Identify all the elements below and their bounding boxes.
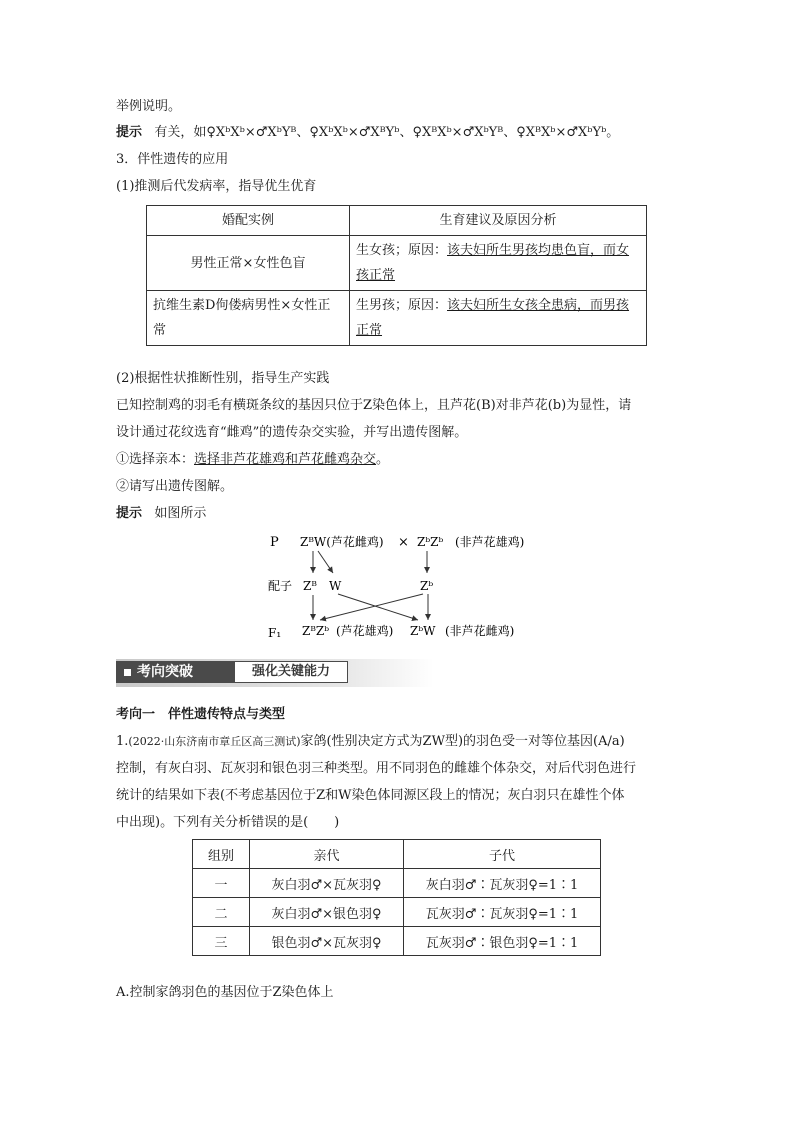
subsection-1: (1)推测后代发病率，指导优生优育	[116, 179, 317, 194]
hint-text: 有关，如♀XᵇXᵇ×♂XᵇYᴮ、♀XᵇXᵇ×♂XᴮYᵇ、♀XᴮXᵇ×♂XᵇYᴮ、♀XᴮXᵇ×♂XᵇYᵇ。	[154, 125, 620, 140]
arrow	[318, 551, 333, 573]
topic-heading: 考向一 伴性遗传特点与类型	[116, 707, 286, 722]
table-row	[147, 291, 647, 346]
table-header-row	[193, 840, 601, 869]
hint-label: 提示	[116, 506, 143, 521]
square-icon	[124, 669, 131, 676]
group-cell: 一	[193, 869, 250, 898]
male-parent-desc: (非芦花雄鸡)	[455, 535, 525, 549]
section-3-heading: 3．伴性遗传的应用	[116, 152, 229, 167]
advice-prefix: 生男孩；原因：	[356, 298, 448, 313]
table-header: 婚配实例	[147, 206, 350, 236]
question-source: (2022·山东济南市章丘区高三测试)	[128, 735, 301, 748]
advice-cell	[350, 291, 647, 346]
table-header: 子代	[404, 840, 601, 869]
hint-line-1	[116, 124, 619, 142]
marriage-example: 男性正常×女性色盲	[147, 236, 350, 291]
offspring-cell: 瓦灰羽♂∶瓦灰羽♀=1∶1	[404, 898, 601, 927]
paragraph-line: 已知控制鸡的羽毛有横斑条纹的基因只位于Z染色体上，且芦花(B)对非芦花(b)为显性，请	[116, 398, 632, 413]
gamete-label: 配子	[268, 579, 293, 593]
marriage-table	[146, 205, 647, 346]
group-cell: 二	[193, 898, 250, 927]
question-number: 1.	[116, 734, 129, 749]
question-1	[116, 451, 389, 469]
table-header: 生育建议及原因分析	[350, 206, 647, 236]
question-2: ②请写出遗传图解。	[116, 479, 234, 494]
f1-male-desc: (芦花雄鸡)	[336, 624, 394, 638]
question-text: 家鸽(性别决定方式为ZW型)的羽色受一对等位基因(A/a)	[300, 734, 625, 749]
gamete-zb-lower: Zᵇ	[420, 579, 434, 593]
question-line: 中出现)。下列有关分析错误的是( )	[116, 815, 340, 830]
male-parent: ZᵇZᵇ	[417, 535, 444, 549]
gamete-w: W	[329, 579, 342, 593]
advice-cell	[350, 236, 647, 291]
arrow	[338, 594, 418, 620]
banner-dark-label	[116, 661, 234, 683]
parents-cell: 灰白羽♂×瓦灰羽♀	[250, 869, 404, 898]
p-label: P	[270, 535, 279, 550]
question-1-answer: 选择非芦花雄鸡和芦花雌鸡杂交	[194, 452, 377, 467]
offspring-cell: 灰白羽♂∶瓦灰羽♀=1∶1	[404, 869, 601, 898]
marriage-example: 抗维生素D佝偻病男性×女性正常	[147, 291, 350, 346]
hint-text: 如图所示	[154, 506, 207, 521]
hint-line-2	[116, 505, 206, 523]
banner-light-label: 强化关键能力	[234, 661, 348, 683]
table-row	[193, 898, 601, 927]
hint-label: 提示	[116, 125, 143, 140]
table-row	[193, 927, 601, 956]
advice-prefix: 生女孩；原因：	[356, 243, 448, 258]
table-header: 亲代	[250, 840, 404, 869]
pigeon-table	[192, 839, 601, 956]
question-line	[116, 733, 625, 751]
f1-male: ZᴮZᵇ	[302, 624, 330, 638]
parents-cell: 灰白羽♂×银色羽♀	[250, 898, 404, 927]
group-cell: 三	[193, 927, 250, 956]
table-row	[147, 236, 647, 291]
paragraph-line: 设计通过花纹选育“雌鸡”的遗传杂交实验，并写出遗传图解。	[116, 425, 468, 440]
parents-cell: 银色羽♂×瓦灰羽♀	[250, 927, 404, 956]
question-line: 控制，有灰白羽、瓦灰羽和银色羽三种类型。用不同羽色的雌雄个体杂交，对后代羽色进行	[116, 761, 637, 776]
banner-dark-text: 考向突破	[137, 664, 193, 680]
question-1-prefix: ①选择亲本：	[116, 452, 195, 467]
table-header-row	[147, 206, 647, 236]
female-parent: ZᴮW(芦花雌鸡)	[300, 535, 384, 549]
question-line: 统计的结果如下表(不考虑基因位于Z和W染色体同源区段上的情况；灰白羽只在雄性个体	[116, 788, 625, 803]
section-banner	[116, 659, 434, 687]
offspring-cell: 瓦灰羽♂∶银色羽♀=1∶1	[404, 927, 601, 956]
arrow	[320, 594, 423, 620]
gamete-zb-upper: Zᴮ	[303, 579, 317, 593]
f1-female: ZᵇW	[410, 624, 436, 638]
cross-sign: ×	[398, 535, 409, 550]
option-a: A.控制家鸽羽色的基因位于Z染色体上	[116, 985, 334, 1000]
advice-reason: 该夫妇所生男孩均患色盲，而女孩正常	[356, 243, 630, 283]
subsection-2: (2)根据性状推断性别，指导生产实践	[116, 371, 330, 386]
f1-female-desc: (非芦花雌鸡)	[445, 624, 515, 638]
question-1-suffix: 。	[376, 452, 390, 467]
example-line: 举例说明。	[116, 99, 182, 114]
advice-reason: 该夫妇所生女孩全患病，而男孩正常	[356, 298, 630, 338]
table-header: 组别	[193, 840, 250, 869]
f1-label: F₁	[268, 626, 282, 640]
table-row	[193, 869, 601, 898]
